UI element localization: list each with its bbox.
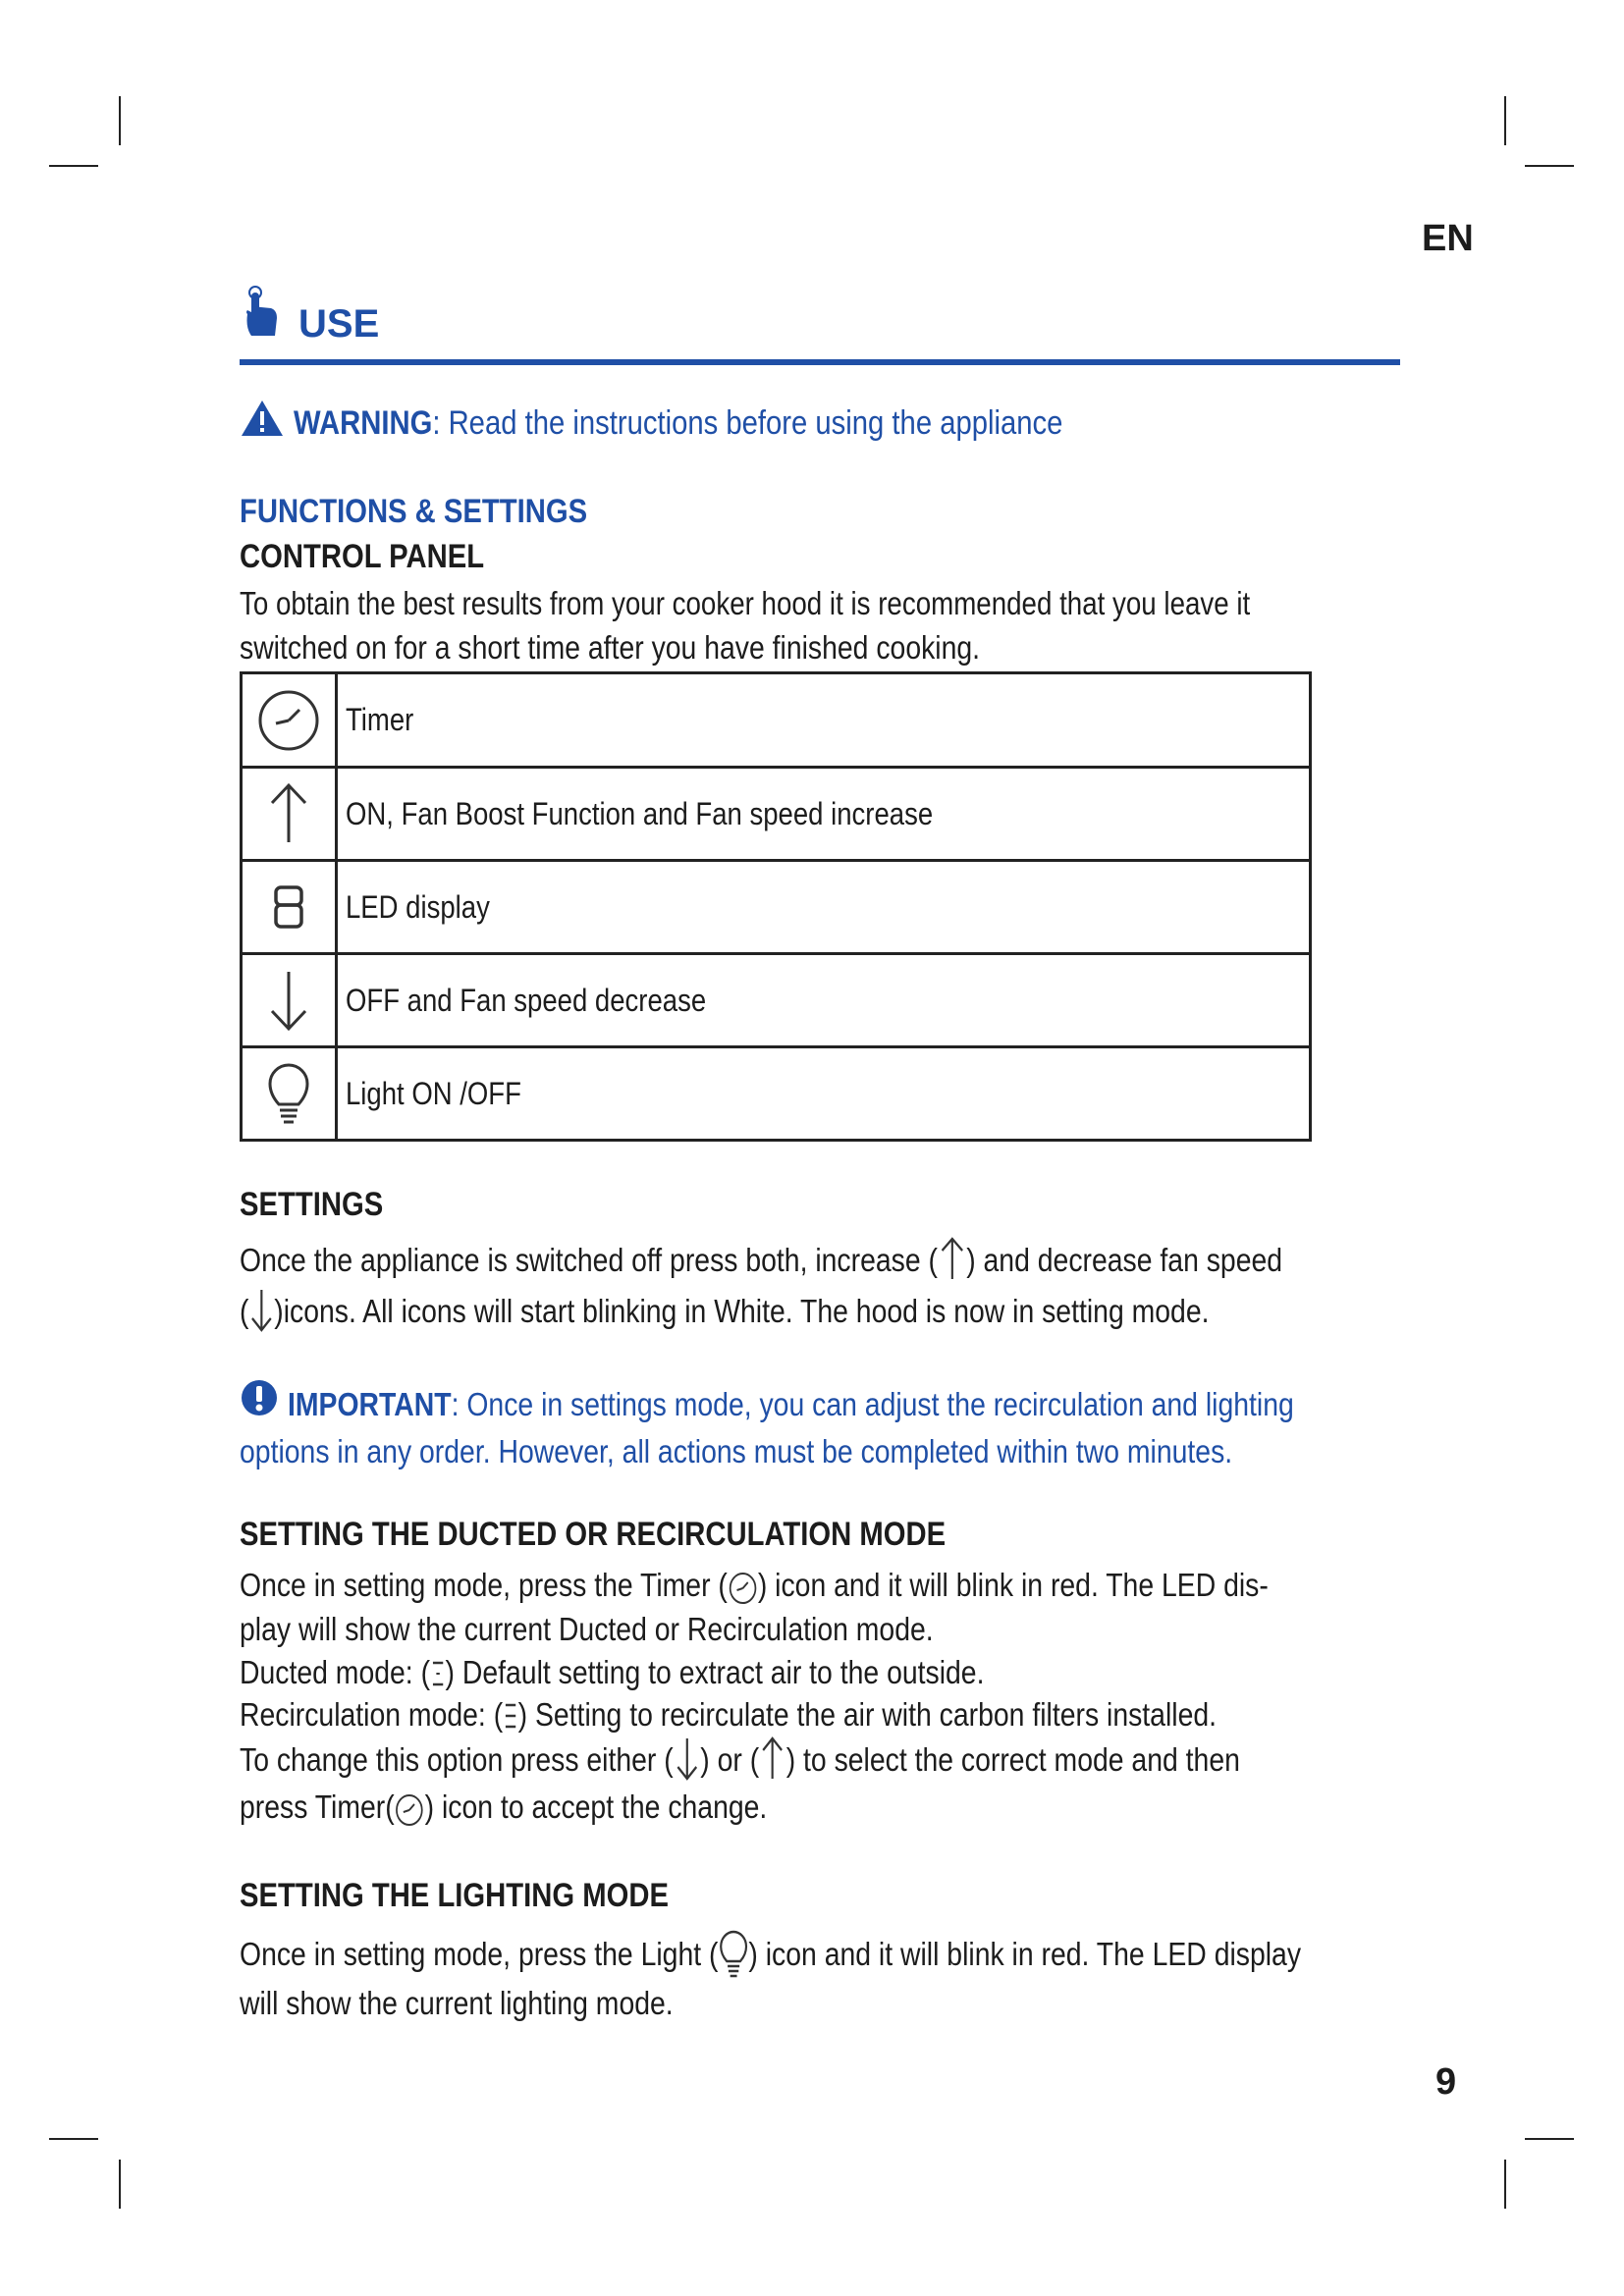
crop-mark: [49, 165, 98, 167]
ducted-line-5: To change this option press either ( ) or ( ) to select the correct mode and then: [240, 1735, 1400, 1785]
timer-clock-icon: [395, 1792, 425, 1828]
control-panel-heading: CONTROL PANEL: [240, 538, 485, 575]
important-text: : Once in settings mode, you can adjust the recirculation and lighting: [451, 1386, 1294, 1422]
functions-heading: FUNCTIONS & SETTINGS: [240, 493, 588, 530]
ducted-mode-symbol-icon: [430, 1658, 445, 1689]
ducted-line-2: play will show the current Ducted or Recirculation mode.: [240, 1611, 934, 1647]
intro-line-1: To obtain the best results from your cooker hood it is recommended that you leave it: [240, 585, 1251, 621]
crop-mark: [1525, 165, 1574, 167]
control-panel-table: [240, 671, 1312, 1142]
warning-label: WARNING: [294, 404, 433, 442]
important-line-2: options in any order. However, all actions must be completed within two minutes.: [240, 1433, 1233, 1469]
label-cell: ON, Fan Boost Function and Fan speed increase: [337, 768, 1311, 861]
arrow-up-icon: [264, 781, 313, 846]
timer-clock-icon: [256, 688, 321, 753]
lighting-mode-paragraph: [240, 1930, 1400, 2028]
control-panel-intro: [240, 581, 1400, 669]
crop-mark: [119, 2160, 121, 2209]
arrow-down-icon: [264, 968, 313, 1033]
page-number: 9: [1435, 2061, 1457, 2103]
ducted-line-6: press Timer( ) icon to accept the change.: [240, 1785, 1400, 1829]
ducted-line-4: Recirculation mode: ( ) Setting to recirculate the air with carbon filters installed.: [240, 1696, 1218, 1733]
label-cell: Light ON /OFF: [337, 1047, 1311, 1141]
recirculation-mode-symbol-icon: [503, 1700, 517, 1732]
timer-clock-icon: [728, 1571, 758, 1606]
icon-cell: [242, 673, 337, 768]
ducted-line-3: Ducted mode: ( ) Default setting to extract air to the outside.: [240, 1654, 985, 1690]
crop-mark: [1504, 96, 1506, 145]
light-bulb-icon: [266, 1061, 311, 1126]
crop-mark: [1525, 2138, 1574, 2140]
table-row: [242, 954, 1311, 1047]
lighting-line-2: will show the current lighting mode.: [240, 1985, 674, 2021]
lighting-mode-heading: SETTING THE LIGHTING MODE: [240, 1877, 669, 1914]
warning-notice: [240, 399, 1188, 443]
ducted-mode-heading: SETTING THE DUCTED OR RECIRCULATION MODE: [240, 1516, 947, 1553]
pointing-hand-icon: [242, 285, 281, 342]
settings-line-1: Once the appliance is switched off press both, increase ( ) and decrease fan speed: [240, 1235, 1400, 1286]
led-digit-icon: [272, 884, 305, 930]
table-row: [242, 673, 1311, 768]
arrow-up-icon: [759, 1735, 786, 1781]
label-cell: OFF and Fan speed decrease: [337, 954, 1311, 1047]
warning-triangle-icon: [240, 399, 285, 438]
section-divider: [240, 359, 1400, 365]
icon-cell: [242, 954, 337, 1047]
table-row: [242, 861, 1311, 954]
settings-paragraph: [240, 1235, 1400, 1337]
crop-mark: [1504, 2160, 1506, 2209]
settings-line-2: ( )icons. All icons will start blinking in White. The hood is now in setting mode.: [240, 1286, 1400, 1337]
icon-cell: [242, 861, 337, 954]
crop-mark: [119, 96, 121, 145]
section-title: USE: [298, 302, 380, 346]
table-row: [242, 768, 1311, 861]
exclamation-circle-icon: [240, 1378, 279, 1417]
language-tag: EN: [1422, 218, 1474, 259]
arrow-down-icon: [674, 1735, 701, 1781]
light-bulb-icon: [718, 1930, 748, 1979]
warning-text: : Read the instructions before using the appliance: [432, 404, 1063, 442]
lighting-line-1: Once in setting mode, press the Light ( ) icon and it will blink in red. The LED display: [240, 1930, 1400, 1979]
crop-mark: [49, 2138, 98, 2140]
ducted-line-1: Once in setting mode, press the Timer ( ) icon and it will blink in red. The LED dis-: [240, 1563, 1400, 1607]
intro-line-2: switched on for a short time after you have finished cooking.: [240, 629, 981, 666]
label-cell: Timer: [337, 673, 1311, 768]
important-notice: [240, 1378, 1400, 1475]
label-cell: LED display: [337, 861, 1311, 954]
icon-cell: [242, 1047, 337, 1141]
arrow-down-icon: [248, 1287, 274, 1332]
icon-cell: [242, 768, 337, 861]
ducted-mode-paragraph: [240, 1563, 1400, 1829]
important-line-1: [240, 1378, 1400, 1428]
important-label: IMPORTANT: [288, 1386, 452, 1422]
settings-heading: SETTINGS: [240, 1186, 384, 1223]
table-row: [242, 1047, 1311, 1141]
arrow-up-icon: [938, 1236, 966, 1281]
